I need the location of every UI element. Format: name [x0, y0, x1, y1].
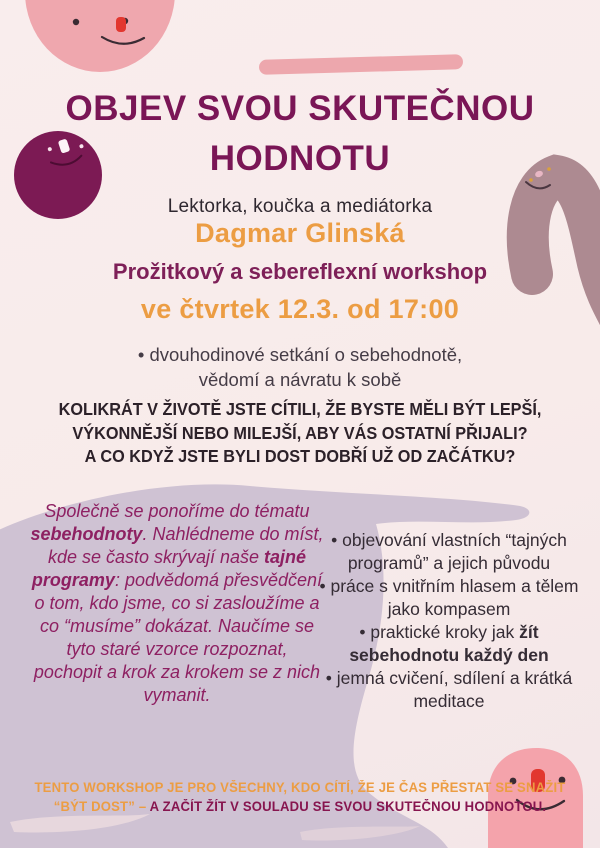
smiley-dome-bottom-right-icon	[478, 744, 600, 848]
footer-line-2: “BÝT DOST” – A ZAČÍT ŽÍT V SOULADU SE SVOU SKUTEČNOU HODNOTOU.	[53, 799, 547, 814]
footer-line-1: TENTO WORKSHOP JE PRO VŠECHNY, KDO CÍTÍ, ŽE JE ČAS PŘESTAT SE SNAŽIT	[34, 780, 566, 795]
intro-paragraph: Společně se ponoříme do tématu sebehodnoty. Nahlédneme do míst, kde se často skrývají naše tajné programy: podvědomá přesvědčení o tom, kdo jsme, co si zasloužíme a co “musíme” dokázat. Naučíme se tyto staré vzorce rozpoznat, pochopit a krok za krokem se z nich vymanit.	[30, 501, 324, 705]
lecturer-name: Dagmar Glinská	[195, 218, 405, 248]
summary-line-2: vědomí a návratu k sobě	[198, 369, 402, 390]
bullet-item: • praktické kroky jak žít sebehodnotu každý den	[349, 622, 549, 665]
program-bullet-list	[318, 529, 580, 713]
summary-line-1: • dvouhodinové setkání o sebehodnotě,	[137, 344, 463, 365]
question-line: A CO KDYŽ JSTE BYLI DOST DOBŘÍ UŽ OD ZAČÁTKU?	[84, 446, 516, 466]
brush-stroke-icon	[259, 54, 463, 75]
smiley-blob-top-left-icon	[20, 0, 180, 80]
bullet-item: • objevování vlastních “tajných programů” a jejich původu	[331, 530, 567, 573]
lecturer-role: Lektorka, koučka a mediátorka	[167, 196, 433, 217]
workshop-type: Prožitkový a sebereflexní workshop	[112, 259, 488, 284]
bullet-item: • jemná cvičení, sdílení a krátká meditace	[325, 668, 573, 711]
question-line: VÝKONNĚJŠÍ NEBO MILEJŠÍ, ABY VÁS OSTATNÍ PŘIJALI?	[72, 422, 528, 443]
question-block	[21, 398, 579, 469]
workshop-summary	[0, 342, 600, 392]
title-line-2: HODNOTU	[209, 139, 391, 178]
question-line: KOLIKRÁT V ŽIVOTĚ JSTE CÍTILI, ŽE BYSTE MĚLI BÝT LEPŠÍ,	[58, 399, 542, 419]
workshop-datetime: ve čtvrtek 12.3. od 17:00	[140, 294, 460, 324]
bullet-item: • práce s vnitřním hlasem a tělem jako kompasem	[319, 576, 579, 619]
poster-title	[0, 84, 600, 184]
title-line-1: OBJEV SVOU SKUTEČNOU	[65, 89, 535, 128]
